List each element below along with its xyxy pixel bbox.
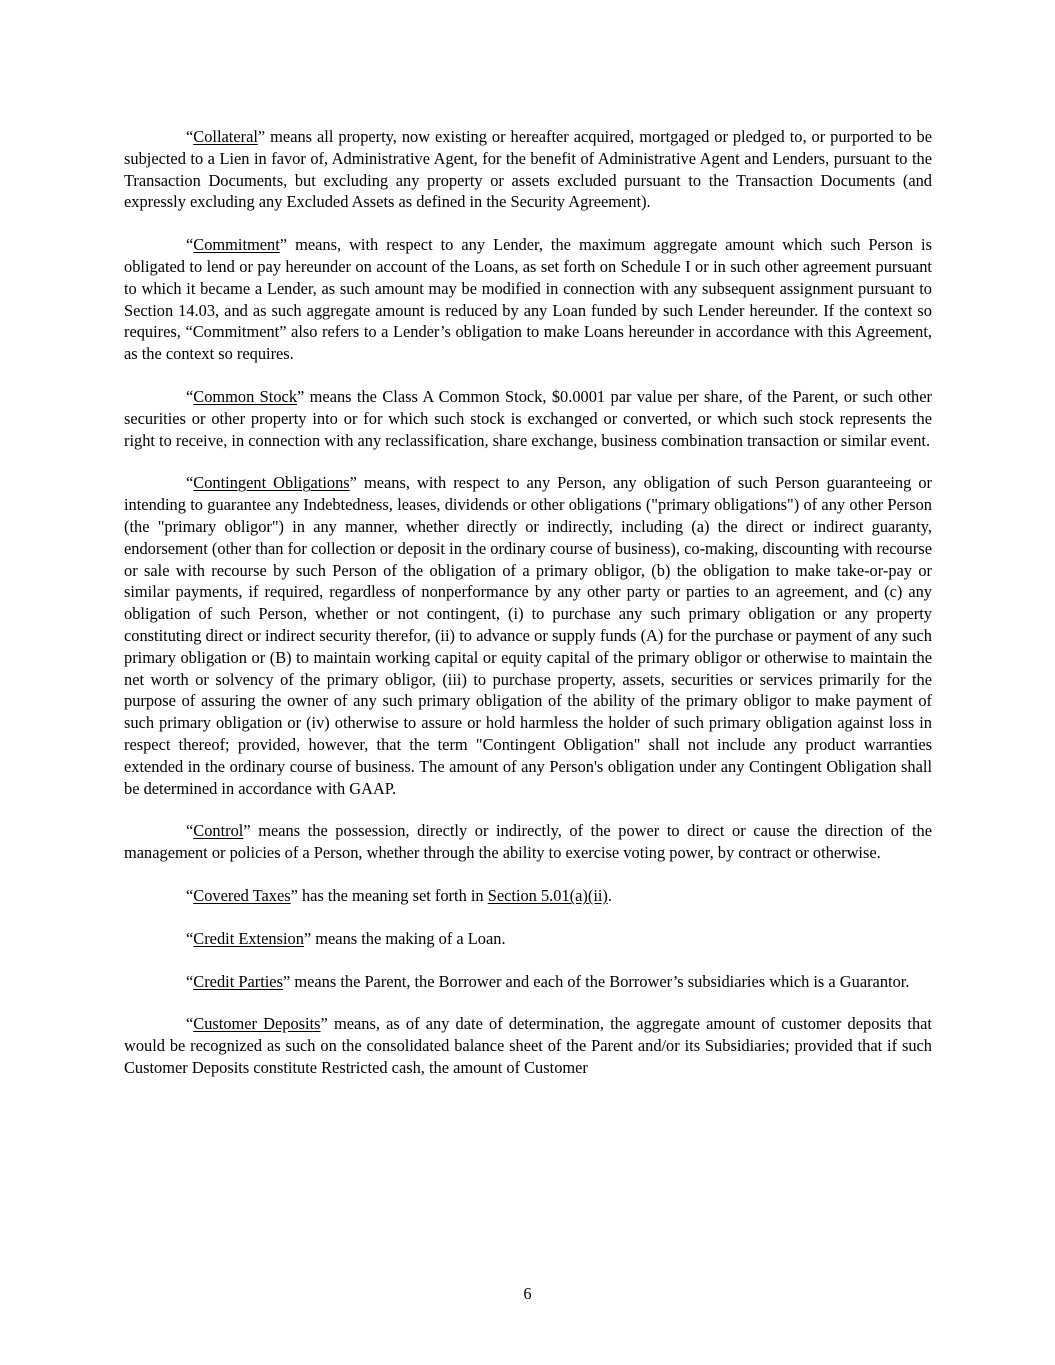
definition-commitment: “Commitment” means, with respect to any Lender, the maximum aggregate amount which such Person is obligated to lend or pay hereunder on account of the Loans, as set forth on Schedule I or in such other agreement pursuant to which it became a Lender, as such amount may be modified in connection with any subsequent assignment pursuant to Section 14.03, and as such aggregate amount is reduced by any Loan funded by such Lender hereunder. If the context so requires, “Commitment” also refers to a Lender’s obligation to make Loans hereunder in accordance with this Agreement, as the context so requires. (124, 235, 932, 364)
definition-credit-extension: “Credit Extension” means the making of a Loan. (186, 928, 506, 948)
definition-credit-parties: “Credit Parties” means the Parent, the Borrower and each of the Borrower’s subsidiaries which is a Guarantor. (186, 971, 910, 991)
defined-term: Collateral (193, 127, 258, 146)
definition-text: means the Parent, the Borrower and each of the Borrower’s subsidiaries which is a Guarantor. (290, 971, 910, 991)
definition-text: means all property, now existing or hereafter acquired, mortgaged or pledged to, or purported to be subjected to a Lien in favor of, Administrative Agent, for the benefit of Administrative Agent and Lenders, pursuant to the Transaction Documents, but excluding any property or assets excluded pursuant to the Transaction Documents (and expressly excluding any Excluded Assets as defined in the Security Agreement). (124, 127, 932, 212)
definition-common-stock: “Common Stock” means the Class A Common Stock, $0.0001 par value per share, of the Parent, or such other securities or other property into or for which such stock is exchanged or converted, or which such stock represents the right to receive, in connection with any reclassification, share exchange, business combination transaction or similar event. (124, 386, 932, 450)
section-reference: Section 5.01(a)(ii) (487, 885, 608, 905)
defined-term: Credit Extension (193, 928, 304, 948)
definition-customer-deposits: “Customer Deposits” means, as of any date of determination, the aggregate amount of customer deposits that would be recognized as such on the consolidated balance sheet of the Parent and/or its Subsidiaries; provided that if such Customer Deposits constitute Restricted cash, the amount of Customer (124, 1014, 932, 1077)
definition-control: “Control” means the possession, directly or indirectly, of the power to direct or cause the direction of the management or policies of a Person, whether through the ability to exercise voting power, by contract or otherwise. (124, 821, 932, 863)
definition-text: means the possession, directly or indirectly, of the power to direct or cause the direction of the management or policies of a Person, whether through the ability to exercise voting power, by contract or otherwise. (124, 821, 932, 863)
definition-text-end: . (607, 885, 612, 905)
defined-term: Customer Deposits (193, 1014, 321, 1034)
definition-contingent-obligations: “Contingent Obligations” means, with respect to any Person, any obligation of such Person guaranteeing or intending to guarantee any Indebtedness, leases, dividends or other obligations ("primary obligations") of any other Person (the "primary obligor") in any manner, whether directly or indirectly, including (a) the direct or indirect guaranty, endorsement (other than for collection or deposit in the ordinary course of business), co-making, discounting with recourse or sale with recourse by such Person of the obligation of a primary obligor, (b) the obligation to make take-or-pay or similar payments, if required, regardless of nonperformance by any other party or parties to an agreement, and (c) any obligation of such Person, whether or not contingent, (i) to purchase any such primary obligation or any property constituting direct or indirect security therefor, (ii) to advance or supply funds (A) for the purchase or payment of any such primary obligation or (B) to maintain working capital or equity capital of the primary obligor or otherwise to maintain the net worth or solvency of the primary obligor, (iii) to purchase property, assets, securities or services primarily for the purpose of assuring the owner of any such primary obligation of the ability of the primary obligor to make payment of such primary obligation or (iv) otherwise to assure or hold harmless the holder of such primary obligation against loss in respect thereof; provided, however, that the term "Contingent Obligation" shall not include any product warranties extended in the ordinary course of business. The amount of any Person's obligation under any Contingent Obligation shall be determined in accordance with GAAP. (124, 473, 932, 798)
defined-term: Credit Parties (193, 971, 283, 991)
definition-text: has the meaning set forth in (297, 885, 488, 905)
definition-text: means, with respect to any Person, any obligation of such Person guaranteeing or intending to guarantee any Indebtedness, leases, dividends or other obligations ("primary obligations") of any other Person (the "primary obligor") in any manner, whether directly or indirectly, including (a) the direct or indirect guaranty, endorsement (other than for collection or deposit in the ordinary course of business), co-making, discounting with recourse or sale with recourse by such Person of the obligation of a primary obligor, (b) the obligation to make take-or-pay or similar payments, if required, regardless of nonperformance by any other party or parties to an agreement, and (c) any obligation of such Person, whether or not contingent, (i) to purchase any such primary obligation or any property constituting direct or indirect security therefor, (ii) to advance or supply funds (A) for the purchase or payment of any such primary obligation or (B) to maintain working capital or equity capital of the primary obligor or otherwise to maintain the net worth or solvency of the primary obligor, (iii) to purchase property, assets, securities or services primarily for the purpose of assuring the owner of any such primary obligation of the ability of the primary obligor to make payment of such primary obligation or (iv) otherwise to assure or hold harmless the holder of such primary obligation against loss in respect thereof; provided, however, that the term "Contingent Obligation" shall not include any product warranties extended in the ordinary course of business. The amount of any Person's obligation under any Contingent Obligation shall be determined in accordance with GAAP. (124, 473, 932, 798)
document-page (124, 126, 932, 1100)
defined-term: Common Stock (193, 386, 298, 406)
definition-text: means, as of any date of determination, the aggregate amount of customer deposits that would be recognized as such on the consolidated balance sheet of the Parent and/or its Subsidiaries; provided that if such Customer Deposits constitute Restricted cash, the amount of Customer (124, 1014, 932, 1077)
defined-term: Covered Taxes (193, 885, 291, 905)
definition-text: means the making of a Loan. (311, 928, 506, 948)
definition-covered-taxes: “Covered Taxes” has the meaning set forth in Section 5.01(a)(ii). (186, 885, 612, 905)
page-number: 6 (523, 1284, 532, 1303)
definition-text: means, with respect to any Lender, the maximum aggregate amount which such Person is obligated to lend or pay hereunder on account of the Loans, as set forth on Schedule I or in such other agreement pursuant to which it became a Lender, as such amount may be modified in connection with any subsequent assignment pursuant to Section 14.03, and as such aggregate amount is reduced by any Loan funded by such Lender hereunder. If the context so requires, “Commitment” also refers to a Lender’s obligation to make Loans hereunder in accordance with this Agreement, as the context so requires. (124, 235, 932, 364)
definition-text: means the Class A Common Stock, $0.0001 par value per share, of the Parent, or such other securities or other property into or for which such stock is exchanged or converted, or which such stock represents the right to receive, in connection with any reclassification, share exchange, business combination transaction or similar event. (124, 386, 932, 450)
defined-term: Contingent Obligations (193, 473, 350, 493)
definition-collateral: “Collateral” means all property, now existing or hereafter acquired, mortgaged or pledged to, or purported to be subjected to a Lien in favor of, Administrative Agent, for the benefit of Administrative Agent and Lenders, pursuant to the Transaction Documents, but excluding any property or assets excluded pursuant to the Transaction Documents (and expressly excluding any Excluded Assets as defined in the Security Agreement). (124, 127, 932, 212)
defined-term: Control (193, 821, 244, 841)
defined-term: Commitment (193, 235, 280, 255)
